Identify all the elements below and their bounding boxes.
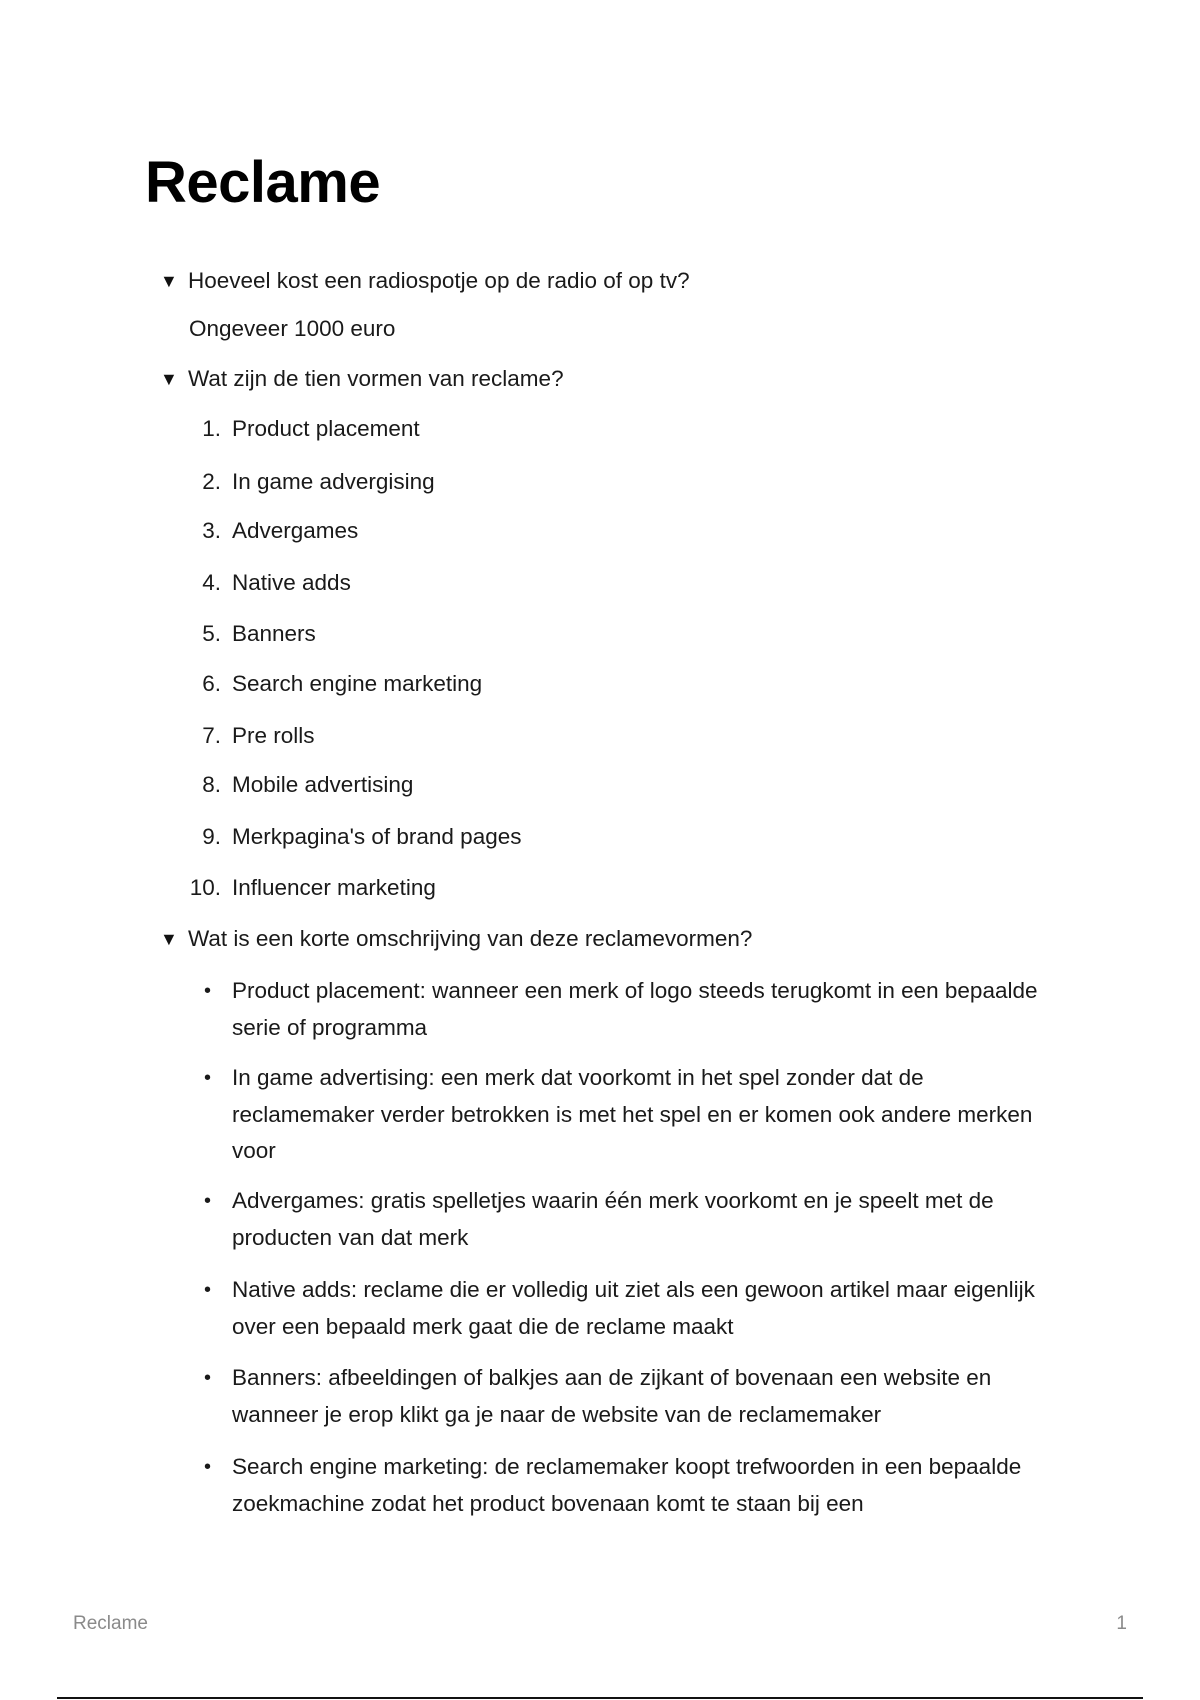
list-item [160, 719, 1060, 753]
list-item-text: Native adds: reclame die er volledig uit ziet als een gewoon artikel maar eigenlijk over een bepaald merk gaat die de reclame maakt [232, 1277, 1035, 1339]
toggle-question: Hoeveel kost een radiospotje op de radio of op tv? [188, 268, 690, 293]
toggle-question: Wat zijn de tien vormen van reclame? [188, 366, 564, 391]
list-item [160, 566, 1060, 600]
bullet-icon: • [204, 1367, 212, 1389]
bullet-icon: • [204, 1190, 212, 1212]
list-item-number: 3. [202, 518, 221, 543]
list-item-text: Banners: afbeeldingen of balkjes aan de zijkant of bovenaan een website en wanneer je erop klikt ga je naar de website van de reclamemaker [232, 1365, 992, 1427]
list-item-text: Search engine marketing [232, 671, 483, 696]
footer-title: Reclame [73, 1613, 148, 1634]
triangle-down-icon[interactable]: ▼ [160, 369, 178, 389]
list-item-number: 4. [202, 570, 221, 595]
bullet-icon: • [204, 1456, 212, 1478]
toggle-answer: Ongeveer 1000 euro [189, 316, 396, 341]
triangle-down-icon[interactable]: ▼ [160, 929, 178, 949]
list-item [160, 514, 1060, 548]
toggle-question-descriptions[interactable] [160, 922, 1140, 956]
list-item-text: Pre rolls [232, 723, 315, 748]
list-item-text: Native adds [232, 570, 351, 595]
list-item [160, 617, 1060, 651]
triangle-down-icon[interactable]: ▼ [160, 271, 178, 291]
list-item-number: 8. [202, 772, 221, 797]
list-item-text: Product placement: wanneer een merk of logo steeds terugkomt in een bepaalde serie of programma [232, 978, 1038, 1040]
toggle-summary[interactable] [160, 362, 1140, 396]
list-item-text: Advergames: gratis spelletjes waarin één merk voorkomt en je speelt met de producten van dat merk [232, 1188, 994, 1250]
toggle-summary[interactable] [160, 922, 1140, 956]
toggle-question-cost[interactable] [160, 264, 1140, 298]
list-item [160, 465, 1060, 499]
list-item-number: 1. [202, 416, 221, 441]
toggle-question-forms[interactable] [160, 362, 1140, 396]
list-item [160, 667, 1060, 701]
bullet-icon: • [204, 1279, 212, 1301]
toggle-question: Wat is een korte omschrijving van deze reclamevormen? [188, 926, 753, 951]
list-item [160, 768, 1060, 802]
list-item-number: 9. [202, 824, 221, 849]
bullet-icon: • [204, 1067, 212, 1089]
list-item-number: 6. [202, 671, 221, 696]
list-item-text: In game advergising [232, 469, 435, 494]
page-divider [57, 1697, 1143, 1699]
list-item-text: Mobile advertising [232, 772, 414, 797]
list-item-number: 2. [202, 469, 221, 494]
list-item-text: Banners [232, 621, 316, 646]
list-item-text: Merkpagina's of brand pages [232, 824, 522, 849]
list-item [160, 412, 1060, 446]
list-item-text: Search engine marketing: de reclamemaker koopt trefwoorden in een bepaalde zoekmachine zodat het product bovenaan komt te staan bij een [232, 1454, 1022, 1516]
list-item-text: Influencer marketing [232, 875, 436, 900]
page-title: Reclame [145, 150, 381, 215]
list-item-text: In game advertising: een merk dat voorkomt in het spel zonder dat de reclamemaker verder betrokken is met het spel en er komen ook andere merken voor [232, 1065, 1033, 1163]
toggle-summary[interactable] [160, 264, 1140, 298]
list-item-text: Advergames [232, 518, 359, 543]
list-item-text: Product placement [232, 416, 420, 441]
list-item-number: 5. [202, 621, 221, 646]
list-item-number: 7. [202, 723, 221, 748]
list-item-number: 10. [189, 875, 221, 900]
bullet-icon: • [204, 980, 212, 1002]
page-number: 1 [1116, 1613, 1127, 1634]
list-item [160, 820, 1060, 854]
list-item [160, 871, 1060, 905]
